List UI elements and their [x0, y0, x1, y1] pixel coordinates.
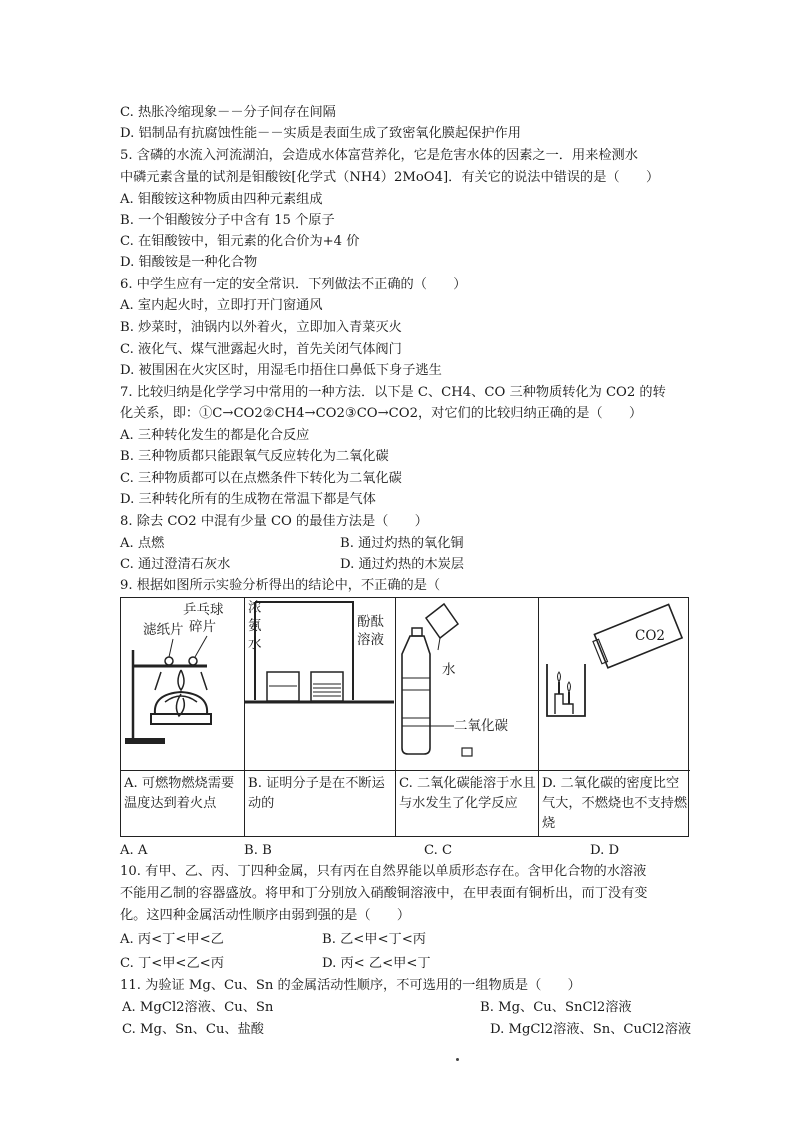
plastic-bottle-diagram: [396, 598, 537, 770]
label-shui: 水: [248, 636, 262, 652]
q10-option-a: A. 丙<丁<甲<乙: [120, 932, 224, 947]
label-solution: 溶液: [357, 632, 384, 648]
q8-option-a: A. 点燃: [120, 536, 165, 551]
question-10-stem-2: 不能用乙制的容器盛放。将甲和丁分别放入硝酸铜溶液中，在甲表面有铜析出，而丁没有变: [120, 886, 648, 901]
q7-option-d: D. 三种转化所有的生成物在常温下都是气体: [120, 492, 376, 507]
q8-option-c: C. 通过澄清石灰水: [120, 557, 231, 572]
question-5-stem: 5. 含磷的水流入河流湖泊，会造成水体富营养化，它是危害水体的因素之一．用来检测水: [120, 148, 638, 163]
caption-b: B. 证明分子是在不断运动的: [248, 776, 385, 811]
page-mark: [456, 1058, 459, 1061]
q5-option-a: A. 钼酸铵这种物质由四种元素组成: [120, 192, 323, 207]
figure-cell-b: [245, 598, 396, 836]
q9-answer-b: B. B: [244, 843, 272, 858]
label-an: 氨: [248, 618, 262, 634]
q6-option-a: A. 室内起火时，立即打开门窗通风: [120, 298, 323, 313]
q10-option-c: C. 丁<甲<乙<丙: [120, 956, 224, 971]
question-6-stem: 6. 中学生应有一定的安全常识．下列做法不正确的（ ）: [120, 277, 467, 292]
label-phenolphthalein: 酚酞: [357, 614, 384, 630]
q8-option-d: D. 通过灼热的木炭层: [340, 557, 464, 572]
q9-answer-d: D. D: [590, 843, 620, 858]
label-filter-paper: 滤纸片: [143, 622, 184, 638]
q11-option-a: A. MgCl2溶液、Cu、Sn: [122, 1000, 274, 1015]
figure-a-apparatus: [121, 598, 244, 771]
label-co2-jar: CO2: [635, 628, 665, 644]
q5-option-b: B. 一个钼酸铵分子中含有 15 个原子: [120, 213, 335, 228]
q5-option-d: D. 钼酸铵是一种化合物: [120, 255, 258, 270]
question-5-stem-2: 中磷元素含量的试剂是钼酸铵[化学式（NH4）2MoO4]．有关它的说法中错误的是（ ）: [120, 170, 660, 185]
caption-a: A. 可燃物燃烧需要温度达到着火点: [124, 776, 235, 811]
caption-d: D. 二氧化碳的密度比空气大，不燃烧也不支持燃烧: [542, 776, 688, 831]
q7-option-c: C. 三种物质都可以在点燃条件下转化为二氧化碳: [120, 471, 402, 486]
q6-option-d: D. 被围困在火灾区时，用湿毛巾捂住口鼻低下身子逃生: [120, 363, 442, 378]
q11-option-d: D. MgCl2溶液、Sn、CuCl2溶液: [490, 1022, 692, 1037]
q11-option-b: B. Mg、Cu、SnCl2溶液: [480, 1000, 632, 1015]
caption-c: C. 二氧化碳能溶于水且与水发生了化学反应: [399, 776, 536, 811]
q9-answer-c: C. C: [424, 843, 453, 858]
q7-option-a: A. 三种转化发生的都是化合反应: [120, 428, 310, 443]
label-fragment: 碎片: [189, 619, 216, 635]
experiment-figure-table: [120, 597, 689, 837]
question-10-stem: 10. 有甲、乙、丙、丁四种金属，只有丙在自然界能以单质形态存在。含甲化合物的水溶液: [120, 864, 647, 879]
question-10-stem-3: 化。这四种金属活动性顺序由弱到强的是（ ）: [120, 908, 411, 923]
q9-answer-a: A. A: [120, 843, 148, 858]
label-pingpong: 乒乓球: [183, 602, 224, 618]
label-water: 水: [442, 662, 456, 678]
question-7-stem: 7. 比较归纳是化学学习中常用的一种方法．以下是 C、CH4、CO 三种物质转化为 CO2 的转: [120, 385, 666, 400]
q6-option-c: C. 液化气、煤气泄露起火时，首先关闭气体阀门: [120, 342, 402, 357]
figure-cell-c: [396, 598, 539, 836]
question-11-stem: 11. 为验证 Mg、Cu、Sn 的金属活动性顺序，不可选用的一组物质是（ ）: [120, 978, 581, 993]
figure-cell-a: [121, 598, 245, 836]
q5-option-c: C. 在钼酸铵中，钼元素的化合价为+4 价: [120, 234, 360, 249]
q6-option-b: B. 炒菜时，油锅内以外着火，立即加入青菜灭火: [120, 320, 402, 335]
question-8-stem: 8. 除去 CO2 中混有少量 CO 的最佳方法是（ ）: [120, 514, 428, 529]
q10-option-b: B. 乙<甲<丁<丙: [322, 932, 426, 947]
option-c-prev: C. 热胀冷缩现象－－分子间存在间隔: [120, 105, 336, 120]
question-9-stem: 9. 根据如图所示实验分析得出的结论中，不正确的是（: [120, 578, 441, 593]
figure-c-apparatus: [396, 598, 538, 771]
option-d-prev: D. 铝制品有抗腐蚀性能－－实质是表面生成了致密氧化膜起保护作用: [120, 126, 521, 141]
q7-option-b: B. 三种物质都只能跟氧气反应转化为二氧化碳: [120, 449, 389, 464]
q10-option-d: D. 丙< 乙<甲<丁: [322, 956, 431, 971]
question-7-stem-2: 化关系，即：①C→CO2②CH4→CO2③CO→CO2，对它们的比较归纳正确的是（ ）: [120, 406, 643, 421]
candles-beaker-diagram: [539, 598, 688, 770]
figure-d-apparatus: [539, 598, 690, 771]
figure-b-apparatus: [245, 598, 395, 771]
q8-option-b: B. 通过灼热的氧化铜: [340, 536, 464, 551]
label-co2: 二氧化碳: [454, 718, 508, 734]
figure-cell-d: [539, 598, 690, 836]
label-nong: 浓: [248, 600, 262, 616]
q11-option-c: C. Mg、Sn、Cu、盐酸: [122, 1022, 264, 1037]
